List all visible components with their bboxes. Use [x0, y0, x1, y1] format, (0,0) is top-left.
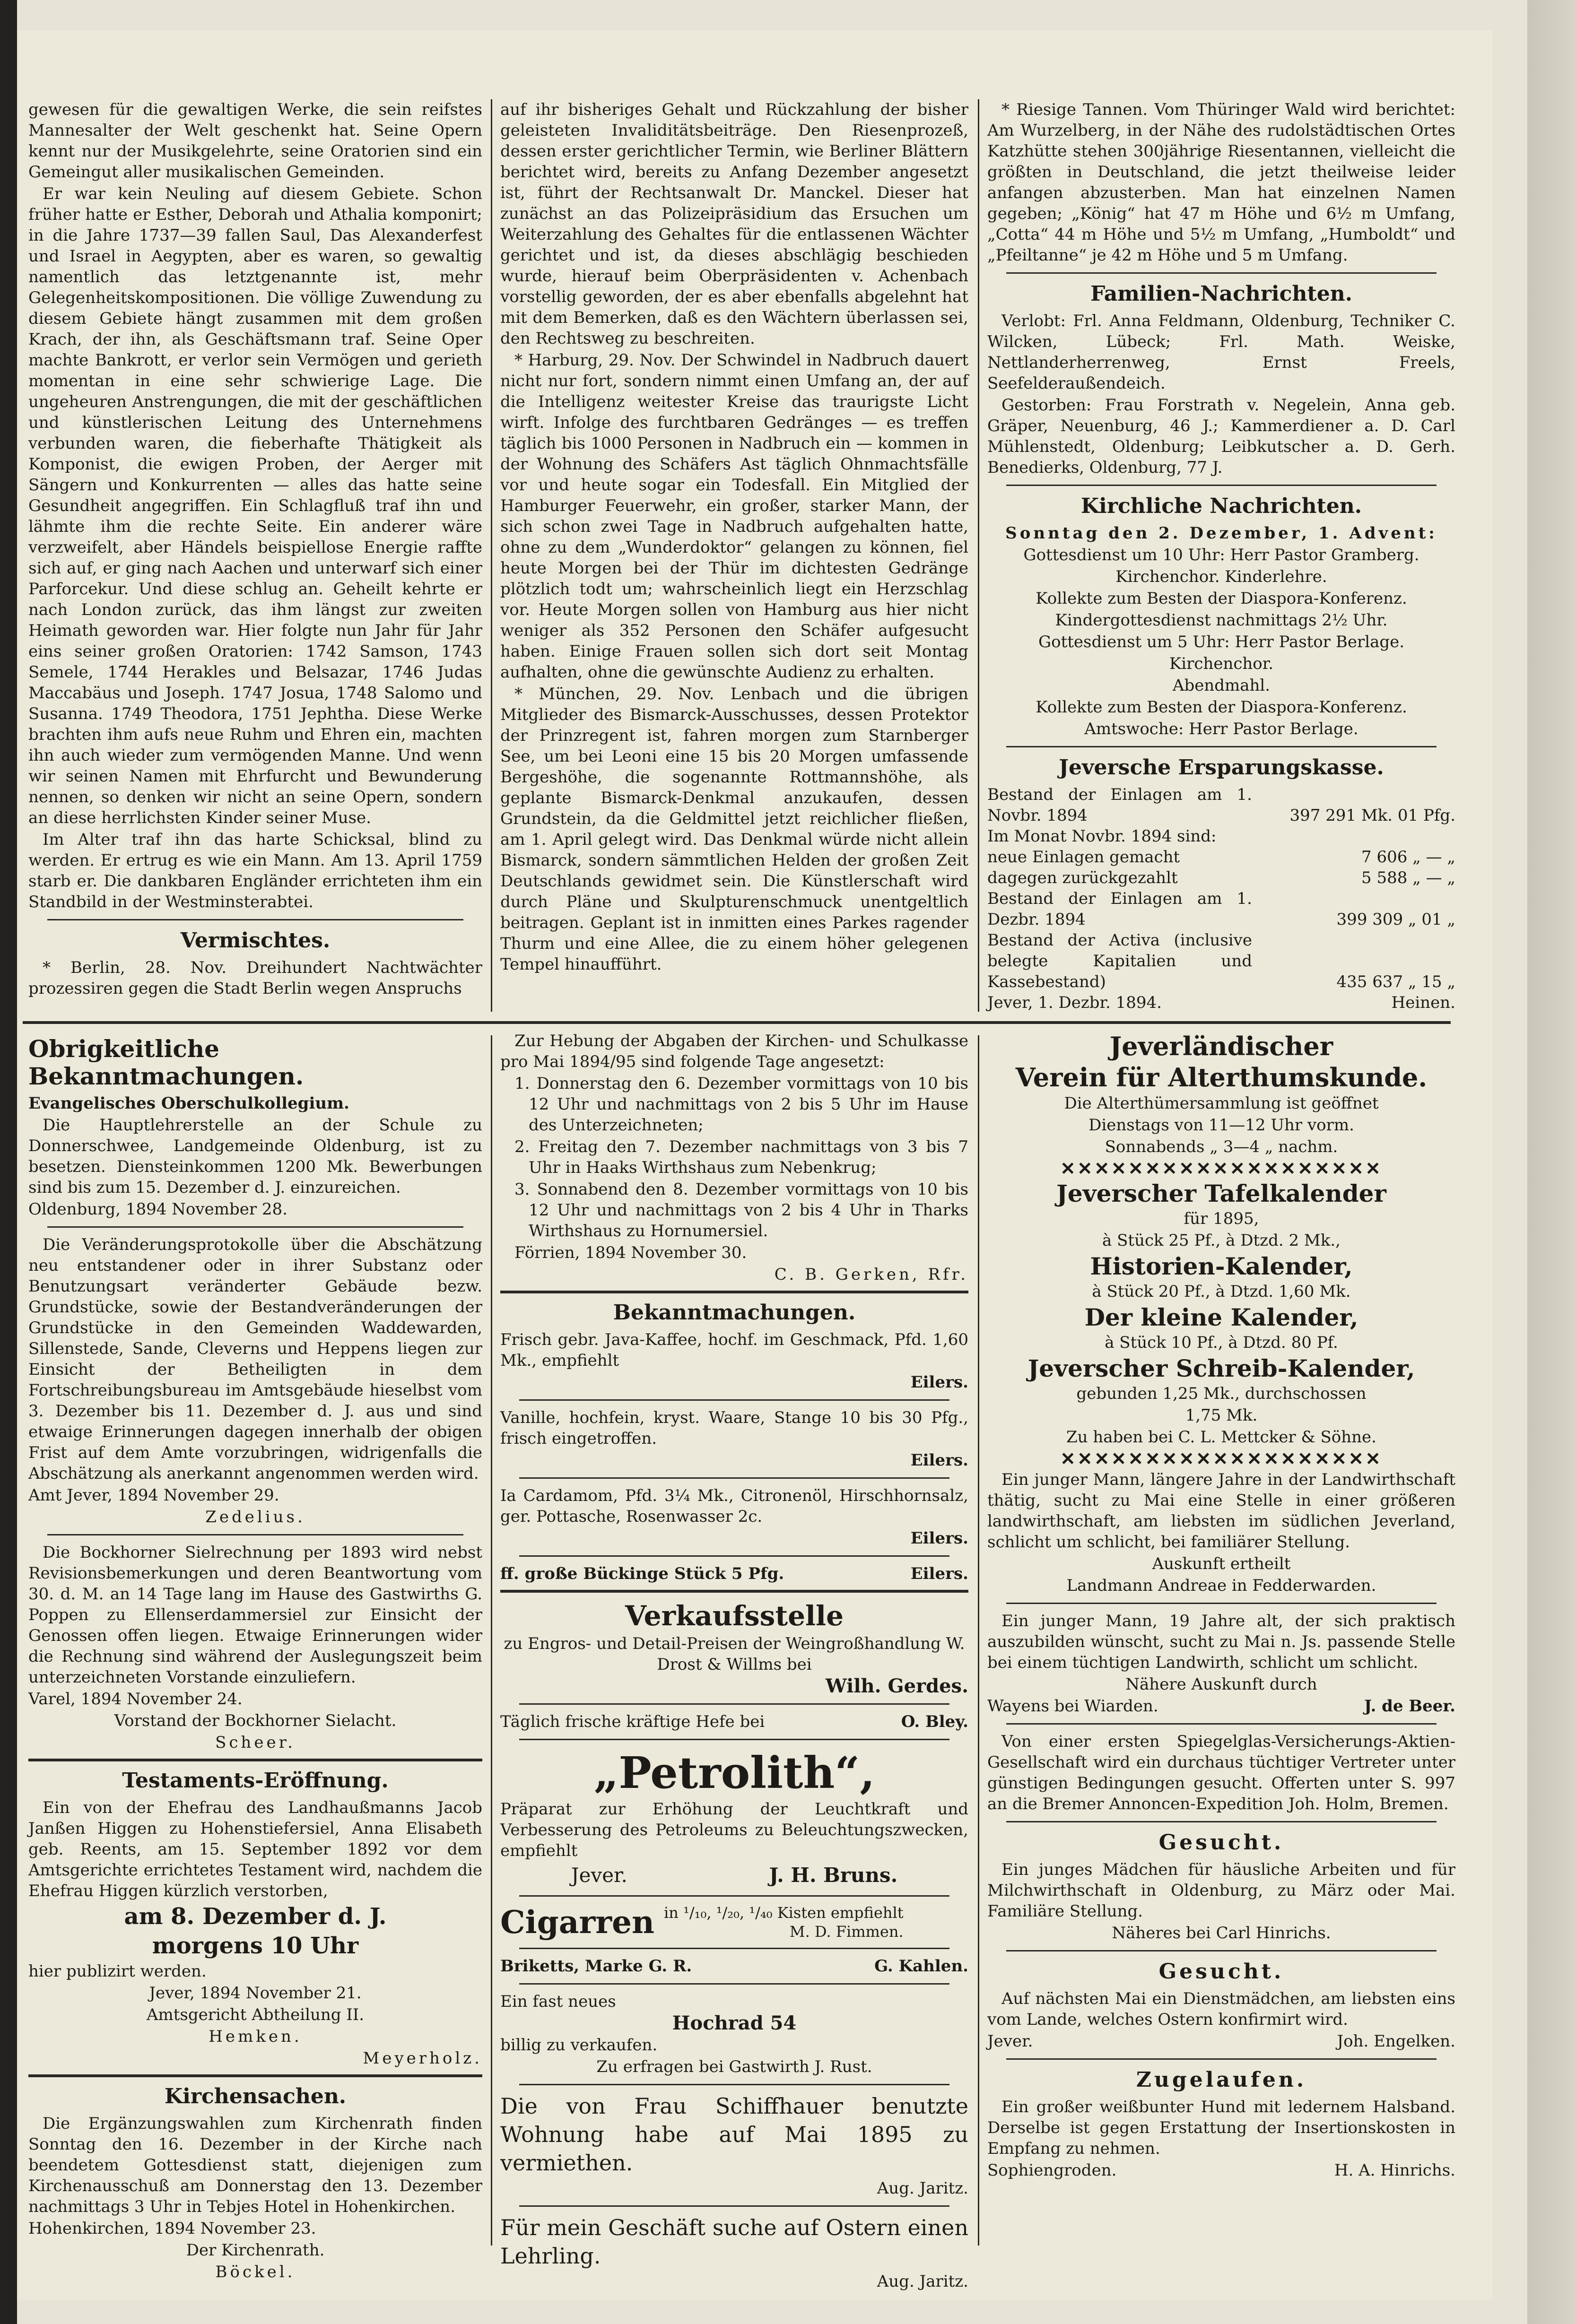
- ad-name: Aug. Jaritz.: [877, 2179, 968, 2198]
- ad-place: Wayens bei Wiarden.: [987, 1697, 1158, 1716]
- ad-title: Der kleine Kalender,: [1084, 1303, 1358, 1331]
- ad-name: J. H. Bruns.: [769, 1864, 898, 1887]
- church-line: Kollekte zum Besten der Diaspora-Konferenz.: [1036, 698, 1407, 717]
- notice-text: Die Hauptlehrerstelle an der Schule zu Donnerschwee, Landgemeinde Oldenburg, ist zu besetzen. Diensteinkommen 1200 Mk. Bewerbungen sind bis zum 15. Dezember d. J. einzureichen.: [28, 1116, 482, 1197]
- top-left-column: [28, 99, 482, 1016]
- ad-text: Zu erfragen bei Gastwirth J. Rust.: [596, 2057, 872, 2076]
- bottom-right-column: [987, 1031, 1455, 2250]
- rule: [519, 1948, 949, 1949]
- ad-row: [500, 1956, 968, 1977]
- ad-title: Verkaufsstelle: [625, 1600, 844, 1632]
- ledger-value: 5 588 „ — „: [1361, 868, 1455, 887]
- notice-date: Amt Jever, 1894 November 29.: [28, 1486, 279, 1505]
- ledger-footer: [987, 992, 1455, 1013]
- notice-text: hier publizirt werden.: [28, 1962, 207, 1981]
- ad-name: O. Bley.: [901, 1712, 968, 1731]
- ledger-row: [987, 888, 1455, 930]
- ad-row: [987, 2031, 1455, 2052]
- ad-place: Jever.: [987, 2032, 1033, 2051]
- notice-date: Hohenkirchen, 1894 November 23.: [28, 2219, 316, 2238]
- ad-text: 1,75 Mk.: [1185, 1406, 1258, 1425]
- section-heading: Testaments-Eröffnung.: [122, 1769, 389, 1793]
- notice-date: Förrien, 1894 November 30.: [514, 1243, 747, 1262]
- rule: [500, 1590, 968, 1593]
- church-line: Kirchenchor.: [1169, 654, 1274, 673]
- ad-name: Landmann Andreae in Fedderwarden.: [1066, 1576, 1376, 1595]
- rule: [500, 1291, 968, 1293]
- ad-text: Dienstags von 11—12 Uhr vorm.: [1088, 1116, 1354, 1135]
- ad-text: gebunden 1,25 Mk., durchschossen: [1076, 1384, 1367, 1403]
- notice-text: Die Ergänzungswahlen zum Kirchenrath finden Sonntag den 16. Dezember in der Kirche nach beendetem Gottesdienst statt, diejenigen zum Kirchenausschuß am Donnerstag den 13. Dezember nachmittags 3 Uhr in Tebjes Hotel in Hohenkirchen.: [28, 2114, 482, 2216]
- section-heading: Gesucht.: [1158, 1960, 1284, 1984]
- top-right-column: [987, 99, 1455, 1016]
- ad-text: Ein fast neues: [500, 1992, 616, 2011]
- ledger-signature: Heinen.: [1391, 993, 1455, 1012]
- ad-text: Für mein Geschäft suche auf Ostern einen Lehrling.: [500, 2215, 968, 2269]
- ledger-value: 399 309 „ 01 „: [1336, 910, 1455, 929]
- scan-right-edge: [1527, 0, 1576, 2324]
- rule: [1006, 746, 1437, 747]
- rule: [1006, 1950, 1437, 1951]
- rule: [47, 1534, 463, 1535]
- ad-text: Auskunft ertheilt: [1152, 1554, 1291, 1573]
- rule: [519, 1555, 949, 1557]
- rule: [519, 1895, 949, 1897]
- notice-text: Die Bockhorner Sielrechnung per 1893 wird nebst Revisionsbemerkungen und deren Beantwortung vom 30. d. M. an 14 Tage lang im Hause des Gastwirths G. Poppen zu Ellenserdammersiel zur Einsicht der Genossen offen liegen. Etwaige Erinnerungen wider die Rechnung sind während der Auslegungszeit beim unterzeichneten Vorstande einzuliefern.: [28, 1543, 482, 1687]
- ledger-label: Bestand der Einlagen am 1. Novbr. 1894: [987, 785, 1252, 825]
- ledger-row: [987, 867, 1455, 888]
- rule: [519, 2205, 949, 2207]
- section-heading: Jeversche Ersparungskasse.: [1059, 755, 1384, 780]
- ad-text: Ia Cardamom, Pfd. 3¼ Mk., Citronenöl, Hirschhornsalz, ger. Pottasche, Rosenwasser 2c.: [500, 1486, 968, 1526]
- column-divider: [491, 99, 492, 1012]
- section-heading: Kirchensachen.: [164, 2084, 347, 2108]
- list-item: 2. Freitag den 7. Dezember nachmittags von 3 bis 7 Uhr in Haaks Wirthshaus zum Nebenkrug;: [514, 1137, 968, 1177]
- ad-name: Joh. Engelken.: [1337, 2032, 1455, 2051]
- ad-row: [500, 1903, 968, 1941]
- church-line: Gottesdienst um 5 Uhr: Herr Pastor Berlage.: [1038, 633, 1405, 651]
- notice-date: Oldenburg, 1894 November 28.: [28, 1200, 287, 1219]
- ad-title: Jeverscher Schreib-Kalender,: [1027, 1354, 1415, 1382]
- notice-date: Varel, 1894 November 24.: [28, 1690, 243, 1708]
- notice-date-large: morgens 10 Uhr: [152, 1933, 359, 1959]
- ledger-value: 435 637 „ 15 „: [1336, 972, 1455, 991]
- ad-name: J. de Beer.: [1364, 1697, 1455, 1716]
- ad-row: [500, 1563, 968, 1584]
- ledger-row: [987, 784, 1455, 826]
- ad-details: [664, 1903, 904, 1941]
- ad-text: Frisch gebr. Java-Kaffee, hochf. im Geschmack, Pfd. 1,60 Mk., empfiehlt: [500, 1330, 968, 1370]
- rule: [519, 1983, 949, 1985]
- notice-date-large: am 8. Dezember d. J.: [124, 1903, 387, 1930]
- church-line: Kollekte zum Besten der Diaspora-Konferenz.: [1036, 589, 1407, 608]
- rule: [1006, 1821, 1437, 1822]
- ad-text: zu Engros- und Detail-Preisen der Weingroßhandlung W. Drost & Willms bei: [504, 1634, 965, 1674]
- ad-title: „Petrolith“,: [593, 1747, 875, 1798]
- ornament-border: ✕✕✕✕✕✕✕✕✕✕✕✕✕✕✕✕✕✕✕: [1060, 1448, 1383, 1469]
- rule: [28, 2074, 482, 2077]
- church-line: Amtswoche: Herr Pastor Berlage.: [1084, 720, 1358, 738]
- rule: [1006, 1603, 1437, 1604]
- ledger-row: [987, 826, 1455, 847]
- bottom-left-column: [28, 1031, 482, 2281]
- rule: [47, 1226, 463, 1228]
- ledger-row: [987, 930, 1455, 992]
- notice-text: Zur Hebung der Abgaben der Kirchen- und Schulkasse pro Mai 1894/95 sind folgende Tage angesetzt:: [500, 1032, 968, 1071]
- article-text: Er war kein Neuling auf diesem Gebiete. Schon früher hatte er Esther, Deborah und Athalia komponirt; in die Jahre 1737—39 fallen Saul, Das Alexanderfest und Israel in Aegypten, aber es waren, so gewaltig namentlich das letztgenannte ist, mehr Gelegenheitskompositionen. Die völlige Zuwendung zu diesem Gebiete hängt zusammen mit dem großen Krach, der ihn, als Geschäftsmann traf. Seine Oper machte Bankrott, er verlor sein Vermögen und gerieth momentan in eine sehr schwierige Lage. Die ungeheuren Anstrengungen, die mit der geschäftlichen und künstlerischen Leitung des Unternehmens verbunden waren, die fieberhafte Thätigkeit als Komponist, die ewigen Proben, der Aerger mit Sängern und Konkurrenten — alles das hatte seine Gesundheit angegriffen. Ein Schlagfluß traf ihn und lähmte ihm die rechte Seite. Ein anderer wäre verzweifelt, aber Händels beispiellose Energie raffte sich auf, er ging nach Aachen und unterwarf sich einer Parforcekur. Und diese schlug an. Geheilt kehrte er nach London zurück, das ihm längst zur zweiten Heimath geworden war. Hier folgte nun Jahr für Jahr eins seiner großen Oratorien: 1742 Samson, 1743 Semele, 1744 Herakles und Belsazar, 1746 Judas Maccabäus und Joseph. 1747 Josua, 1748 Salomo und Susanna. 1749 Theodora, 1751 Jephtha. Diese Werke brachten ihm aufs neue Ruhm und Ehren ein, machten ihn auch wieder zum vermögenden Manne. Und wenn wir seinen Namen mit Ehrfurcht und Bewunderung nennen, so denken wir nicht an seine Opern, sondern an diese herrlichsten Kinder seiner Muse.: [28, 184, 482, 827]
- article-text: auf ihr bisheriges Gehalt und Rückzahlung der bisher geleisteten Invaliditätsbeiträge. Den Riesenprozeß, dessen erster gerichtlicher Termin, wie Berliner Blättern berichtet wird, bereits zu Anfang Dezember angesetzt ist, führt der Rechtsanwalt Dr. Manckel. Dieser hat zunächst an das Polizeipräsidium das Ersuchen um Weiterzahlung des Gehaltes für die entlassenen Wächter gerichtet und ist, da dieses abschlägig beschieden wurde, hierauf beim Oberpräsidenten v. Achenbach vorstellig geworden, der es aber ebenfalls abgelehnt hat mit dem Bemerken, daß es den Wächtern überlassen sei, den Rechtsweg zu beschreiten.: [500, 100, 968, 348]
- rule: [519, 2084, 949, 2085]
- ad-text: à Stück 10 Pf., à Dtzd. 80 Pf.: [1105, 1333, 1338, 1352]
- article-text: * Harburg, 29. Nov. Der Schwindel in Nadbruch dauert nicht nur fort, sondern nimmt einen Umfang an, der auf die Intelligenz weitester Kreise das traurigste Licht wirft. Infolge des furchtbaren Gedränges — es treffen täglich bis 1000 Personen in Nadbruch ein — kommen in der Wohnung des Schäfers Ast täglich Ohnmachtsfälle vor und heute sogar ein Todesfall. Ein Mitglied der Hamburger Feuerwehr, ein großer, starker Mann, der sich schon zwei Tage in Nadbruch aufgehalten hatte, ohne zu dem „Wunderdoktor“ gelangen zu können, fiel heute Morgen bei der Thür im dichtesten Gedränge plötzlich todt um; wahrscheinlich liegt ein Herzschlag vor. Heute Morgen sollen von Hamburg aus hier nicht weniger als 352 Personen den Schäfer aufgesucht haben. Einige Frauen sollen sich dort seit Montag aufhalten, ohne die gewünschte Audienz zu erhalten.: [500, 351, 968, 682]
- section-heading: Familien-Nachrichten.: [1090, 282, 1353, 306]
- ledger-label: Bestand der Einlagen am 1. Dezbr. 1894: [987, 889, 1252, 929]
- rule: [519, 1703, 949, 1705]
- scan-left-edge: [0, 0, 17, 2324]
- rule: [28, 1759, 482, 1761]
- ledger-value: 397 291 Mk. 01 Pfg.: [1289, 806, 1455, 825]
- ad-text: Die von Frau Schiffhauer benutzte Wohnung habe auf Mai 1895 zu vermiethen.: [500, 2093, 968, 2176]
- article-text: * Riesige Tannen. Vom Thüringer Wald wird berichtet: Am Wurzelberg, in der Nähe des rudolstädtischen Ortes Katzhütte stehen 300jährige Riesentannen, vielleicht die größten in Deutschland, die jetzt theilweise leider anfangen abzusterben. Man hat einzelnen Namen gegeben; „König“ hat 47 m Höhe und 6½ m Umfang, „Cotta“ 44 m Höhe und 5½ m Umfang, „Humboldt“ und „Pfeiltanne“ je 42 m Höhe und 5 m Umfang.: [987, 100, 1455, 265]
- rule: [47, 919, 463, 920]
- rule: [1006, 272, 1437, 274]
- notice-signature: C. B. Gerken, Rfr.: [774, 1265, 968, 1284]
- notice-signature: Vorstand der Bockhorner Sielacht.: [114, 1711, 397, 1730]
- church-line: Gottesdienst um 10 Uhr: Herr Pastor Gramberg.: [1023, 546, 1419, 564]
- bottom-middle-column: [500, 1031, 968, 2291]
- ad-row: [987, 1696, 1455, 1717]
- list-item: 1. Donnerstag den 6. Dezember vormittags von 10 bis 12 Uhr und nachmittags von 2 bis 5 Uhr im Hause des Unterzeichneten;: [514, 1074, 968, 1135]
- article-text: Im Alter traf ihn das harte Schicksal, blind zu werden. Er ertrug es wie ein Mann. Am 13. April 1759 starb er. Die dankbaren Engländer errichteten ihm ein Standbild in der Westminsterabtei.: [28, 830, 482, 911]
- ad-name: Eilers.: [910, 1529, 968, 1548]
- notice-text: Verlobt: Frl. Anna Feldmann, Oldenburg, Techniker C. Wilcken, Lübeck; Frl. Math. Weiske, Nettlanderherrenweg, Ernst Freels, Seefelderaußendeich.: [987, 312, 1455, 393]
- notice-signature: Zedelius.: [205, 1508, 305, 1526]
- ad-name: Eilers.: [910, 1451, 968, 1470]
- ad-text: Ein großer weißbunter Hund mit ledernem Halsband. Derselbe ist gegen Erstattung der Insertionskosten in Empfang zu nehmen.: [987, 2098, 1455, 2158]
- ad-name: Aug. Jaritz.: [877, 2272, 968, 2291]
- ledger-label: Bestand der Activa (inclusive belegte Kapitalien und Kassebestand): [987, 931, 1252, 991]
- ledger-row: [987, 847, 1455, 867]
- ad-place: Sophiengroden.: [987, 2161, 1117, 2180]
- top-middle-column: [500, 99, 968, 1016]
- ad-text: Von einer ersten Spiegelglas-Versicherungs-Aktien-Gesellschaft wird ein durchaus tüchtiger Vertreter unter günstigen Bedingungen gesucht. Offerten unter S. 997 an die Bremer Annoncen-Expedition Joh. Holm, Bremen.: [987, 1732, 1455, 1813]
- ad-title: Verein für Alterthumskunde.: [1015, 1062, 1428, 1093]
- ledger-value: 7 606 „ — „: [1361, 848, 1455, 867]
- column-divider: [978, 99, 979, 1012]
- ad-row: [500, 1711, 968, 1732]
- ad-name: Näheres bei Carl Hinrichs.: [1112, 1924, 1331, 1942]
- notice-text: Die Veränderungsprotokolle über die Abschätzung neu entstandener oder in ihrer Substanz oder Benutzungsart veränderter Gebäude bezw. Grundstücke, sowie der Bestandveränderungen der Grundstücke in den Gemeinden Waddewarden, Sillenstede, Sande, Cleverns und Heppens liegen zur Einsicht der Betheiligten in dem Fortschreibungsbureau im Amtsgebäude hieselbst vom 3. Dezember bis 11. Dezember d. J. aus und sind etwaige Erinnerungen dagegen innerhalb der obigen Frist auf dem Amte vorzubringen, widrigenfalls die Abschätzung als anerkannt angenommen werden wird.: [28, 1235, 482, 1483]
- ad-text: à Stück 25 Pf., à Dtzd. 2 Mk.,: [1102, 1231, 1341, 1250]
- ad-title: Historien-Kalender,: [1090, 1252, 1353, 1280]
- notice-signature: Der Kirchenrath.: [186, 2241, 325, 2260]
- notice-date: Jever, 1894 November 21.: [149, 1984, 362, 2003]
- ad-text: Ein junger Mann, 19 Jahre alt, der sich praktisch auszubilden wünscht, sucht zu Mai n. Js. passende Stelle bei einem tüchtigen Landwirth, schlicht um schlicht.: [987, 1612, 1455, 1672]
- section-heading: Kirchliche Nachrichten.: [1080, 494, 1362, 518]
- ad-text: Ein junges Mädchen für häusliche Arbeiten und für Milchwirthschaft in Oldenburg, zu März oder Mai. Familiäre Stellung.: [987, 1860, 1455, 1921]
- ledger-label: neue Einlagen gemacht: [987, 848, 1180, 867]
- section-divider: [23, 1021, 1451, 1024]
- ad-place: Jever.: [571, 1864, 627, 1887]
- ad-name: Wilh. Gerdes.: [825, 1675, 968, 1697]
- article-text: * Berlin, 28. Nov. Dreihundert Nachtwächter prozessiren gegen die Stadt Berlin wegen Anspruchs: [28, 958, 482, 998]
- ad-text: ff. große Bückinge Stück 5 Pfg.: [500, 1564, 784, 1583]
- ad-title: Jeverscher Tafelkalender: [1056, 1179, 1386, 1207]
- article-text: gewesen für die gewaltigen Werke, die sein reifstes Mannesalter der Welt geschenkt hat. Seine Opern kennt nur der Musikgelehrte, seine Oratorien sind ein Gemeingut aller musikalischen Gemeinden.: [28, 100, 482, 182]
- rule: [1006, 1723, 1437, 1725]
- ad-text: für 1895,: [1184, 1209, 1259, 1228]
- ad-title: Hochrad 54: [672, 2012, 797, 2034]
- ad-text: Vanille, hochfein, kryst. Waare, Stange 10 bis 30 Pfg., frisch eingetroffen.: [500, 1408, 968, 1448]
- notice-signature: Amtsgericht Abtheilung II.: [146, 2005, 365, 2024]
- notice-signature: Scheer.: [215, 1733, 296, 1752]
- ad-row: [500, 1862, 968, 1889]
- column-divider: [978, 1035, 979, 2246]
- rule: [1006, 485, 1437, 486]
- ad-row: [987, 2160, 1455, 2181]
- church-line: Sonntag den 2. Dezember, 1. Advent:: [1005, 524, 1437, 543]
- ad-text: Zu haben bei C. L. Mettcker & Söhne.: [1066, 1428, 1376, 1447]
- rule: [519, 1399, 949, 1401]
- ad-name: G. Kahlen.: [874, 1957, 968, 1976]
- ledger-label: Im Monat Novbr. 1894 sind:: [987, 827, 1217, 846]
- ad-title: Jeverländischer: [1109, 1031, 1333, 1061]
- ad-name: Eilers.: [910, 1373, 968, 1392]
- ad-text: Präparat zur Erhöhung der Leuchtkraft und Verbesserung des Petroleums zu Beleuchtungszwecken, empfiehlt: [500, 1800, 968, 1860]
- notice-text: Ein von der Ehefrau des Landhaußmanns Jacob Janßen Higgen zu Hohenstiefersiel, Anna Elisabeth geb. Reents, am 15. September 1892 vor dem Amtsgerichte errichtetes Testament wird, nachdem die Ehefrau Higgen kürzlich verstorben,: [28, 1798, 482, 1900]
- section-heading: Vermischtes.: [180, 928, 331, 953]
- ad-name: Eilers.: [910, 1564, 968, 1583]
- section-heading: Gesucht.: [1158, 1830, 1284, 1855]
- section-heading: Zugelaufen.: [1136, 2068, 1307, 2092]
- ad-text: à Stück 20 Pf., à Dtzd. 1,60 Mk.: [1092, 1282, 1351, 1301]
- ad-text: Die Alterthümersammlung ist geöffnet: [1064, 1094, 1379, 1113]
- article-text: * München, 29. Nov. Lenbach und die übrigen Mitglieder des Bismarck-Ausschusses, dessen Protektor der Prinzregent ist, fahren morgen zum Starnberger See, um bei Leoni eine 15 bis 20 Morgen umfassende Bergeshöhe, die sogenannte Rottmannshöhe, als geplante Bismarck-Denkmal anzukaufen, dessen Grundstein, da die Geldmittel jetzt reichlicher fließen, am 1. April gelegt wird. Das Denkmal würde nicht allein Bismarck, sondern sämmtlichen Helden der großen Zeit Deutschlands gewidmet sein. Die Künstlerschaft wird durch Pläne und Skulpturenschmuck unentgeltlich beitragen. Geplant ist in inmitten eines Parkes ragender Thurm und eine Allee, die zu einem höher gelegenen Tempel hinaufführt.: [500, 685, 968, 974]
- list-item: 3. Sonnabend den 8. Dezember vormittags von 10 bis 12 Uhr und nachmittags von 2 bis 4 Uhr in Tharks Wirthshaus zu Hornumersiel.: [514, 1180, 968, 1240]
- rule: [519, 1739, 949, 1740]
- section-heading: Obrigkeitliche Bekanntmachungen.: [28, 1035, 304, 1090]
- ad-text: in ¹/₁₀, ¹/₂₀, ¹/₄₀ Kisten empfiehlt: [664, 1904, 904, 1922]
- ad-name: H. A. Hinrichs.: [1334, 2161, 1455, 2180]
- date-list: [500, 1073, 968, 1241]
- notice-signature: Hemken.: [209, 2027, 302, 2046]
- ad-text: Auf nächsten Mai ein Dienstmädchen, am liebsten eins vom Lande, welches Ostern konfirmirt wird.: [987, 1989, 1455, 2029]
- ledger-label: dagegen zurückgezahlt: [987, 868, 1178, 887]
- ornament-border: ✕✕✕✕✕✕✕✕✕✕✕✕✕✕✕✕✕✕✕: [1060, 1158, 1383, 1179]
- notice-text: Gestorben: Frau Forstrath v. Negelein, Anna geb. Gräper, Neuenburg, 46 J.; Kammerdiener a. D. Carl Mühlenstedt, Oldenburg; Leibkutscher a. D. Gerh. Benedierks, Oldenburg, 77 J.: [987, 396, 1455, 477]
- ad-text: Täglich frische kräftige Hefe bei: [500, 1712, 765, 1731]
- church-line: Abendmahl.: [1172, 676, 1271, 695]
- ad-text: Ein junger Mann, längere Jahre in der Landwirthschaft thätig, sucht zu Mai eine Stelle in einer größeren landwirthschaft, am liebsten im südlichen Jeverland, schlicht um schlicht, bei familiärer Stellung.: [987, 1470, 1455, 1552]
- section-heading: Bekanntmachungen.: [613, 1301, 856, 1325]
- notice-signature: Meyerholz.: [363, 2049, 482, 2068]
- church-line: Kindergottesdienst nachmittags 2½ Uhr.: [1055, 611, 1388, 630]
- column-divider: [491, 1035, 492, 2246]
- ledger-date: Jever, 1. Dezbr. 1894.: [987, 993, 1162, 1012]
- notice-signature: Böckel.: [215, 2263, 296, 2281]
- ad-name: M. D. Fimmen.: [789, 1923, 904, 1941]
- rule: [519, 1477, 949, 1479]
- ad-title: Cigarren: [500, 1904, 655, 1941]
- ad-text: billig zu verkaufen.: [500, 2036, 658, 2055]
- church-line: Kirchenchor. Kinderlehre.: [1115, 567, 1327, 586]
- rule: [1006, 2058, 1437, 2060]
- authority-name: Evangelisches Oberschulkollegium.: [28, 1094, 349, 1113]
- ad-text: Nähere Auskunft durch: [1125, 1675, 1317, 1694]
- ad-text: Sonnabends „ 3—4 „ nachm.: [1105, 1137, 1338, 1156]
- ad-text: Briketts, Marke G. R.: [500, 1957, 692, 1976]
